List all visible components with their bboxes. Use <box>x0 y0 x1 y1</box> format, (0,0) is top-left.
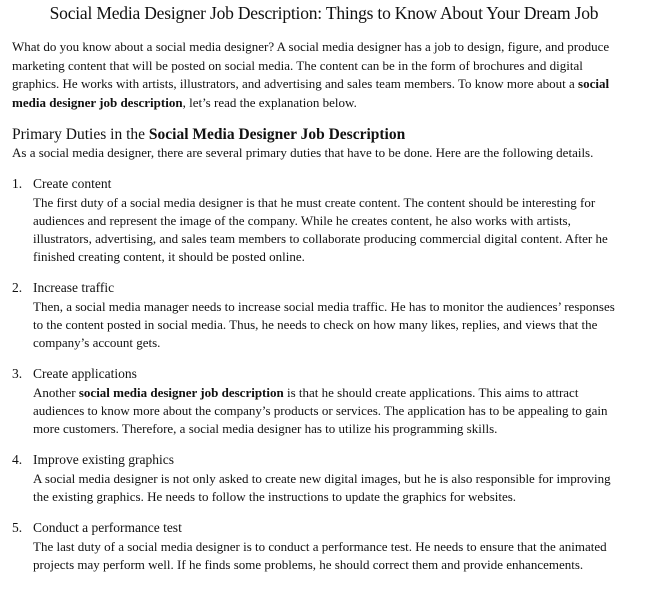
duty-heading <box>12 451 636 469</box>
section-heading-plain: Primary Duties in the <box>12 126 149 143</box>
duty-description: Then, a social media manager needs to increase social media traffic. He has to monitor the audiences’ responses to the content posted in social media. Thus, he needs to check on how many likes, replies, and views that the company’s account gets. <box>33 299 615 350</box>
intro-paragraph <box>12 38 627 112</box>
duty-heading <box>12 365 636 383</box>
duties-list <box>12 175 636 574</box>
section-heading-bold: Social Media Designer Job Description <box>148 126 406 143</box>
duty-title: Conduct a performance test <box>33 520 182 535</box>
duty-description <box>33 384 628 438</box>
duty-heading <box>12 279 636 297</box>
duty-heading <box>12 175 636 193</box>
intro-bold-phrase: social media designer job description <box>12 76 610 110</box>
duty-text-start: Another <box>33 385 79 400</box>
section-heading <box>12 125 636 144</box>
duty-text-end: is that he should create applications. This aims to attract audiences to know more about the company’s products or services. The application has to be appealing to gain more customers. Therefore, a social media designer has to utilize his programming skills. <box>33 385 608 436</box>
duty-number: 3. <box>12 366 23 381</box>
duty-description: The last duty of a social media designer is to conduct a performance test. He needs to ensure that the animated projects may perform well. If he finds some problems, he should correct them and provide enhancements. <box>33 539 607 572</box>
duty-title: Increase traffic <box>33 280 115 295</box>
duty-item-improve-graphics <box>12 451 636 506</box>
duty-item-create-applications <box>12 365 636 438</box>
duty-title: Create applications <box>33 366 137 381</box>
duty-number: 5. <box>12 520 23 535</box>
duty-number: 2. <box>12 280 23 295</box>
duty-item-create-content <box>12 175 636 266</box>
section-lead: As a social media designer, there are several primary duties that have to be done. Here are the following details. <box>12 145 594 160</box>
duty-title: Improve existing graphics <box>33 452 174 467</box>
duty-title: Create content <box>33 176 112 191</box>
document-title: Social Media Designer Job Description: Things to Know About Your Dream Job <box>49 3 599 23</box>
duty-item-performance-test <box>12 519 636 574</box>
intro-text-end: , let’s read the explanation below. <box>182 94 357 110</box>
intro-text-start: What do you know about a social media designer? A social media designer has a job to design, figure, and produce marketing content that will be posted on social media. The content can be in the form of brochures and digital graphics. He works with artists, illustrators, and advertising and sales team members. To know more about a <box>12 39 610 91</box>
duty-item-increase-traffic <box>12 279 636 352</box>
duty-number: 1. <box>12 176 23 191</box>
duty-bold-phrase: social media designer job description <box>78 385 284 400</box>
duty-description: The first duty of a social media designer is that he must create content. The content should be interesting for audiences and represent the image of the company. While he creates content, he also works with artists, illustrators, advertising, and sales team members to collaborate producing commercial digital content. After he finished creating content, it should be posted online. <box>33 195 608 264</box>
duty-number: 4. <box>12 452 23 467</box>
duty-heading <box>12 519 636 537</box>
duty-description: A social media designer is not only asked to create new digital images, but he is also responsible for improving the existing graphics. He needs to follow the instructions to update the graphics for websites. <box>33 471 611 504</box>
